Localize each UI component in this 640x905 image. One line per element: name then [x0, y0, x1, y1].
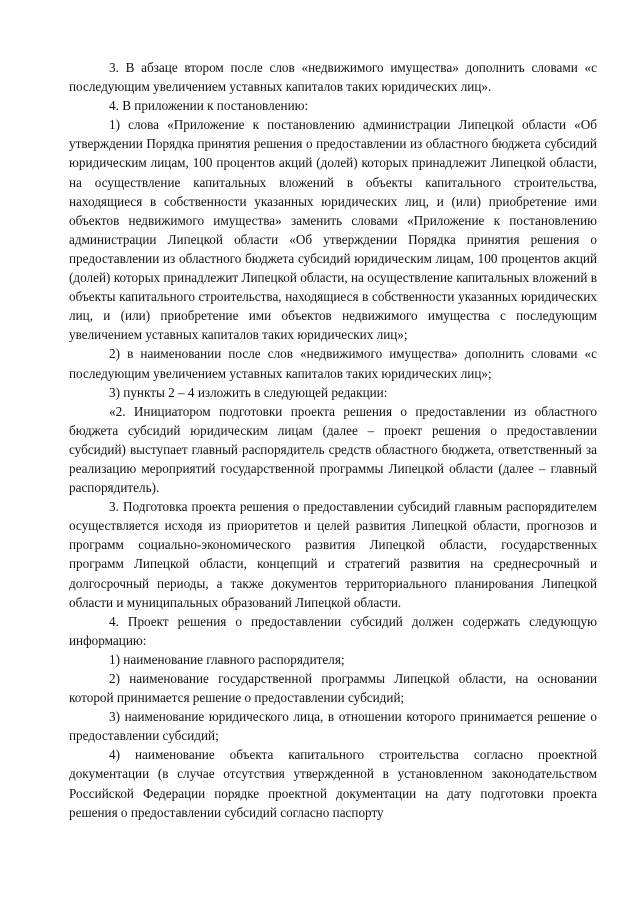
paragraph-6: «2. Инициатором подготовки проекта решения о предоставлении из областного бюджета субсидий юридическим лицам (далее – проект решения о предоставлении субсидий) выступает главный распорядитель средств областного бюджета, ответственный за реализацию мероприятий государственной программы Липецкой области (далее – главный распорядитель).: [69, 403, 597, 496]
paragraph-5: 3) пункты 2 – 4 изложить в следующей редакции:: [109, 384, 388, 400]
paragraph-4: 2) в наименовании после слов «недвижимого имущества» дополнить словами «с последующим увеличением уставных капиталов таких юридических лиц»;: [69, 346, 597, 381]
paragraph-9: 1) наименование главного распорядителя;: [109, 651, 345, 667]
paragraph-7: 3. Подготовка проекта решения о предоставлении субсидий главным распорядителем осуществляется исходя из приоритетов и целей развития Липецкой области, прогнозов и программ социально-экономического развития Липецкой области, государственных программ Липецкой области, концепций и стратегий развития на среднесрочный и долгосрочный периоды, а также документов территориального планирования Липецкой области и муниципальных образований Липецкой области.: [69, 499, 597, 610]
paragraph-3: 1) слова «Приложение к постановлению администрации Липецкой области «Об утверждении Порядка принятия решения о предоставлении из областного бюджета субсидий юридическим лицам, 100 процентов акций (долей) которых принадлежит Липецкой области, на осуществление капитальных вложений в объекты капитального строительства, находящиеся в собственности указанных юридических лиц, и (или) приобретение ими объектов недвижимого имущества» заменить словами «Приложение к постановлению администрации Липецкой области «Об утверждении Порядка принятия решения о предоставлении из областного бюджета субсидий юридическим лицам, 100 процентов акций (долей) которых принадлежит Липецкой области, на осуществление капитальных вложений в объекты капитального строительства, находящиеся в собственности указанных юридических лиц, и (или) приобретение ими объектов недвижимого имущества с последующим увеличением уставных капиталов таких юридических лиц»;: [69, 117, 597, 343]
paragraph-10: 2) наименование государственной программы Липецкой области, на основании которой принимается решение о предоставлении субсидий;: [69, 671, 597, 706]
paragraph-12: 4) наименование объекта капитального строительства согласно проектной документации (в случае отсутствия утвержденной в установленном законодательством Российской Федерации порядке проектной документации на дату подготовки проекта решения о предоставлении субсидий согласно паспорту: [69, 747, 597, 820]
document-page: [69, 58, 597, 822]
paragraph-1: 3. В абзаце втором после слов «недвижимого имущества» дополнить словами «с последующим увеличением уставных капиталов таких юридических лиц».: [69, 60, 597, 95]
paragraph-2: 4. В приложении к постановлению:: [109, 98, 309, 114]
paragraph-11: 3) наименование юридического лица, в отношении которого принимается решение о предоставлении субсидий;: [69, 709, 597, 744]
paragraph-8: 4. Проект решения о предоставлении субсидий должен содержать следующую информацию:: [69, 613, 597, 648]
